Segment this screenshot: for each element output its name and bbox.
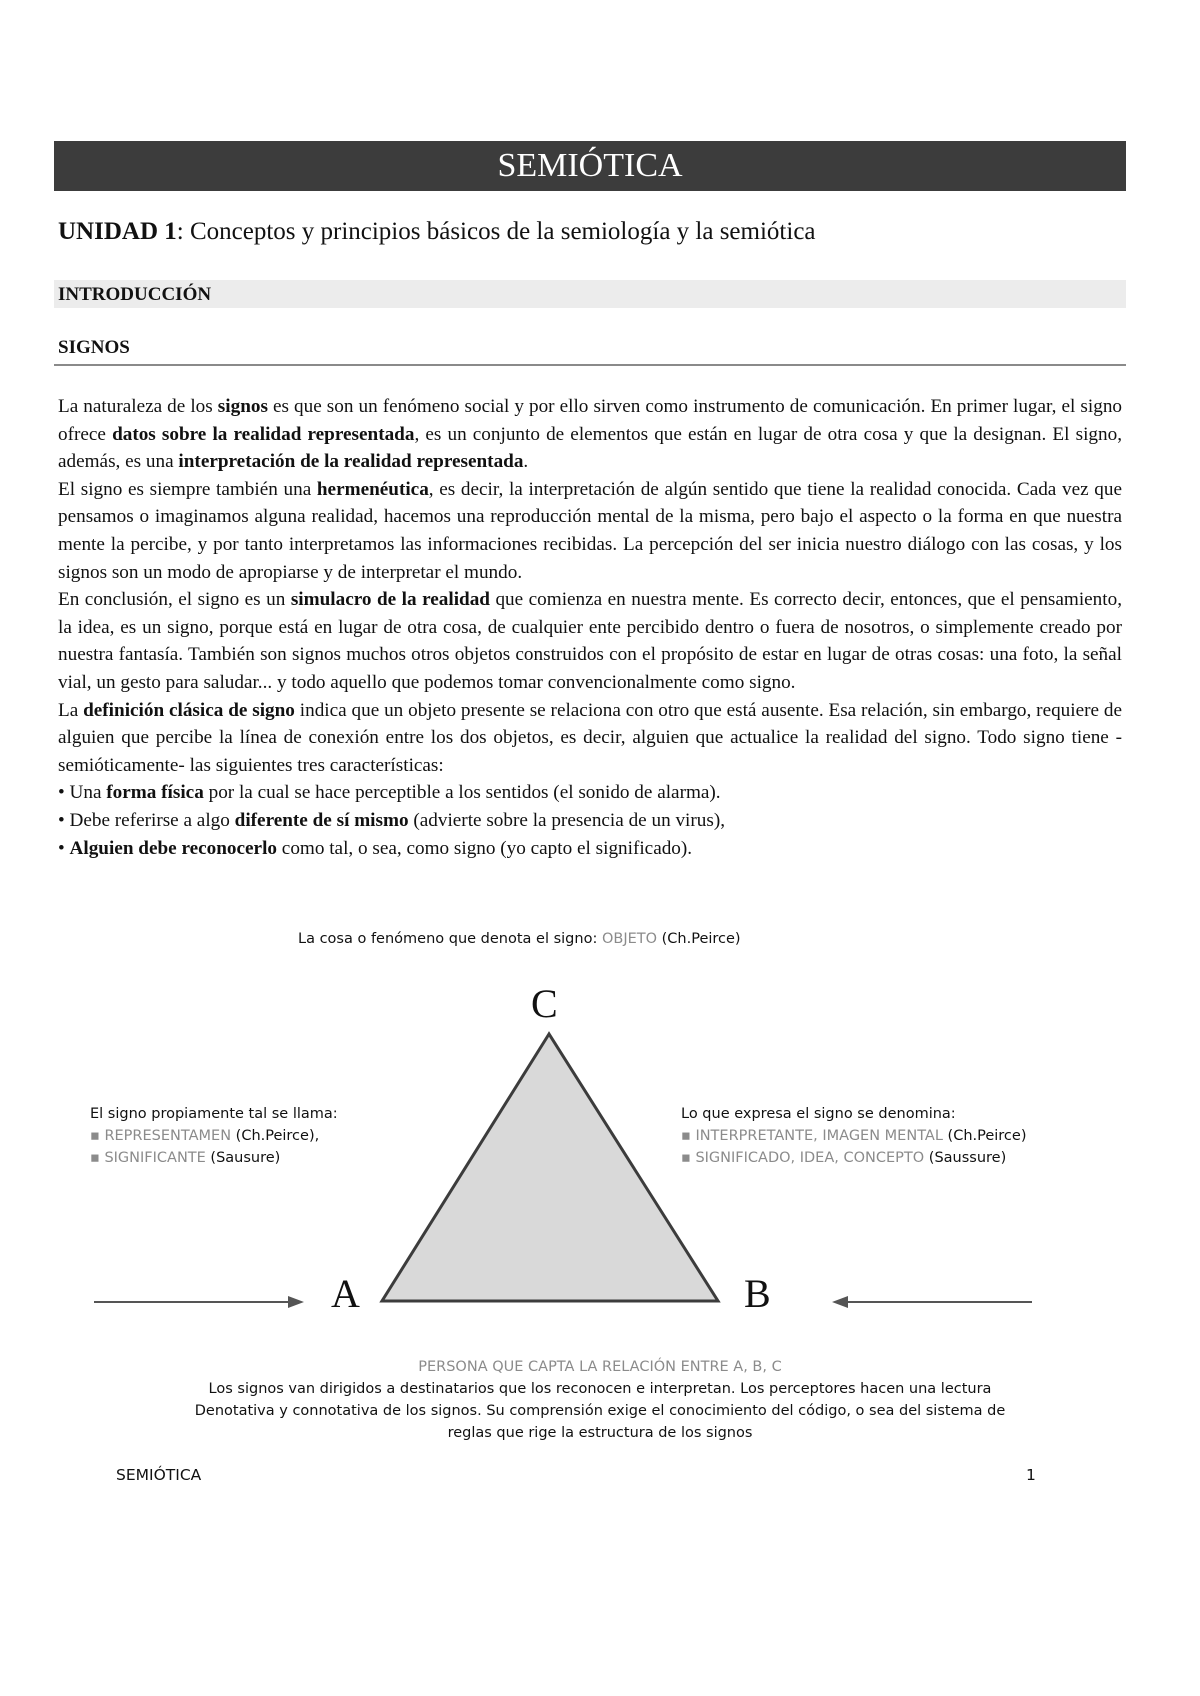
bullet-2-post: (advierte sobre la presencia de un virus), — [408, 809, 726, 831]
bottom-annotation-title: PERSONA QUE CAPTA LA RELACIÓN ENTRE A, B, C — [418, 1359, 782, 1375]
p2-text-1: El signo es siempre también una — [58, 478, 317, 500]
right-item-1-bullet: ▪ — [681, 1128, 696, 1144]
unit-label: UNIDAD 1 — [58, 218, 177, 245]
object-caption-pre: La cosa o fenómeno que denota el signo: — [298, 931, 602, 947]
left-item-1-bullet: ▪ — [90, 1128, 105, 1144]
p1-bold-1: signos — [217, 396, 268, 417]
left-annotation-item — [90, 1125, 338, 1147]
bullet-1-post: por la cual se hace perceptible a los sentidos (el sonido de alarma). — [203, 782, 721, 804]
object-caption — [298, 928, 741, 950]
p1-text-2: es que son un fenómeno social y por ello sirven como instrumento de comunicación. En primer lugar, el signo ofrece — [58, 396, 1123, 445]
semiotic-triangle — [382, 1034, 718, 1301]
bottom-annotation-line: Denotativa y connotativa de los signos. Su comprensión exige el conocimiento del código, o sea del sistema de — [194, 1403, 1006, 1419]
right-item-1-post: (Ch.Peirce) — [942, 1128, 1027, 1144]
bullet-1-pre: • Una — [58, 782, 107, 804]
bullet-3-bold: Alguien debe reconocerlo — [69, 837, 277, 859]
left-item-1-post: (Ch.Peirce), — [231, 1128, 320, 1144]
p3-text-1: En conclusión, el signo es un — [58, 589, 291, 611]
p2-text-2: , es decir, la interpretación de algún sentido que tiene la realidad conocida. Cada vez que pensamos o imaginamos alguna realidad, hacemos una reproducción mental de la misma, pero bajo el aspecto o la forma en que nuestra mente la percibe, y por tanto interpretamos las informaciones recibidas. La percepción del ser inicia nuestro diálogo con las cosas, y los signos son un modo de apropiarse y de interpretar el mundo. — [58, 478, 1122, 583]
bullet-2-bold: diferente de sí mismo — [234, 809, 409, 831]
left-item-1-key: REPRESENTAMEN — [104, 1128, 232, 1144]
right-annotation-item — [681, 1147, 1026, 1169]
left-item-2-key: SIGNIFICANTE — [104, 1150, 206, 1166]
p1-bold-3: interpretación de la realidad representada — [178, 451, 524, 473]
p1-text-1: La naturaleza de los — [58, 396, 218, 417]
section-heading-signos: SIGNOS — [58, 337, 130, 358]
bottom-annotation-line: reglas que rige la estructura de los signos — [447, 1425, 753, 1441]
bullet-2-pre: • Debe referirse a algo — [58, 809, 235, 831]
right-item-2-post: (Saussure) — [924, 1150, 1007, 1166]
page-number: 1 — [1026, 1466, 1036, 1484]
vertex-a-label: A — [331, 1271, 360, 1316]
p4-text-1: La — [58, 699, 84, 721]
vertex-b-label: B — [744, 1271, 771, 1316]
bottom-annotation-line: Los signos van dirigidos a destinatarios que los reconocen e interpretan. Los perceptores hacen una lectura — [208, 1381, 992, 1397]
bullet-3-pre: • — [58, 837, 70, 859]
p3-bold-1: simulacro de la realidad — [290, 589, 490, 611]
right-arrow — [832, 1296, 1032, 1308]
unit-title: : Conceptos y principios básicos de la semiología y la semiótica — [176, 218, 816, 245]
right-item-2-bullet: ▪ — [681, 1150, 696, 1166]
right-annotation-item — [681, 1125, 1026, 1147]
left-annotation-title: El signo propiamente tal se llama: — [90, 1106, 338, 1122]
right-item-2-key: SIGNIFICADO, IDEA, CONCEPTO — [695, 1150, 925, 1166]
p4-text-2: indica que un objeto presente se relaciona con otro que está ausente. Esa relación, sin embargo, requiere de alguien que percibe la línea de conexión entre los dos objetos, es decir, alguien que actualice la realidad del signo. Todo signo tiene -semióticamente- las siguientes tres características: — [58, 699, 1122, 776]
left-annotation — [90, 1103, 338, 1169]
p1-text-4: . — [523, 451, 529, 473]
p1-bold-2: datos sobre la realidad representada — [112, 423, 415, 445]
left-item-2-bullet: ▪ — [90, 1150, 105, 1166]
footer-label: SEMIÓTICA — [116, 1466, 202, 1484]
right-annotation — [681, 1103, 1026, 1169]
p2-bold-1: hermenéutica — [316, 478, 429, 500]
object-caption-post: (Ch.Peirce) — [657, 931, 741, 947]
bullet-1-bold: forma física — [106, 782, 204, 804]
document-title-bar: SEMIÓTICA — [54, 141, 1126, 191]
left-annotation-item — [90, 1147, 338, 1169]
p3-text-2: que comienza en nuestra mente. Es correcto decir, entonces, que el pensamiento, la idea, es un signo, porque está en lugar de otra cosa, de cualquier ente percibido dentro o fuera de nosotros, o simplemente creado por nuestra fantasía. También son signos muchos otros objetos construidos con el propósito de estar en lugar de otras cosas: una foto, la señal vial, un gesto para saludar... y todo aquello que podemos tomar convencionalmente como signo. — [58, 589, 1122, 693]
introduction-heading: INTRODUCCIÓN — [54, 280, 1126, 308]
bullet-3-post: como tal, o sea, como signo (yo capto el significado). — [277, 837, 693, 859]
p1-text-3: , es un conjunto de elementos que están en lugar de otra cosa y que la designan. El signo, además, es una — [58, 423, 1122, 473]
right-item-1-key: INTERPRETANTE, IMAGEN MENTAL — [695, 1128, 943, 1144]
left-arrow — [94, 1296, 304, 1308]
vertex-c-label: C — [531, 981, 558, 1026]
right-annotation-title: Lo que expresa el signo se denomina: — [681, 1106, 956, 1122]
object-caption-key: OBJETO — [601, 931, 658, 947]
bottom-annotation — [120, 1356, 1080, 1444]
p4-bold-1: definición clásica de signo — [83, 699, 295, 721]
left-item-2-post: (Sausure) — [205, 1150, 281, 1166]
